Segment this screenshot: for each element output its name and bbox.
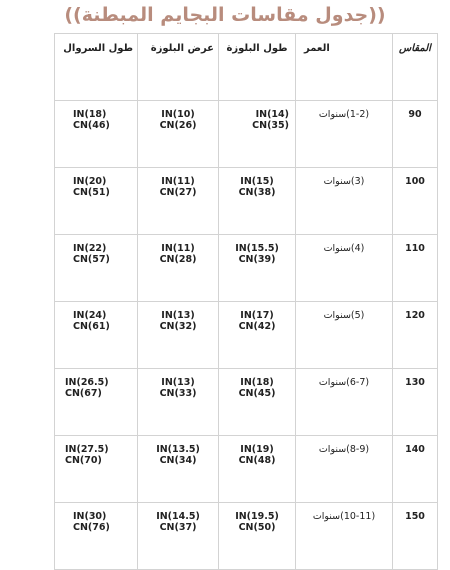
size-chart-table xyxy=(54,33,438,570)
table-row xyxy=(55,302,438,369)
cm-value: CN(76) xyxy=(73,522,110,533)
cm-value: CN(27) xyxy=(159,187,197,198)
cm-value: CN(45) xyxy=(238,388,276,399)
top-length-cell xyxy=(219,168,296,235)
top-length-cell xyxy=(219,101,296,168)
age-cell: (8-9)سنوات xyxy=(296,436,393,503)
inch-value: IN(11) xyxy=(161,176,195,187)
cm-value: CN(70) xyxy=(65,455,102,466)
top-length-cell xyxy=(219,503,296,570)
inch-value: IN(27.5) xyxy=(65,444,109,455)
header-size: المقاس xyxy=(393,34,438,101)
header-top-length: طول البلوزة xyxy=(219,34,296,101)
cm-value: CN(26) xyxy=(159,120,197,131)
size-cell: 140 xyxy=(393,436,438,503)
top-width-cell xyxy=(138,235,219,302)
inch-value: IN(13) xyxy=(161,310,195,321)
top-width-cell xyxy=(138,302,219,369)
pants-length-cell xyxy=(55,436,138,503)
top-length-cell xyxy=(219,369,296,436)
table-row xyxy=(55,235,438,302)
pants-length-cell xyxy=(55,168,138,235)
pants-length-cell xyxy=(55,101,138,168)
table-row xyxy=(55,168,438,235)
cm-value: CN(42) xyxy=(238,321,276,332)
inch-value: IN(30) xyxy=(73,511,107,522)
top-width-cell xyxy=(138,503,219,570)
age-cell: (5)سنوات xyxy=(296,302,393,369)
inch-value: IN(18) xyxy=(73,109,107,120)
inch-value: IN(15) xyxy=(240,176,274,187)
cm-value: CN(38) xyxy=(238,187,276,198)
inch-value: IN(14) xyxy=(255,109,289,120)
table-row xyxy=(55,369,438,436)
cm-value: CN(35) xyxy=(252,120,289,131)
top-width-cell xyxy=(138,369,219,436)
inch-value: IN(19.5) xyxy=(235,511,279,522)
inch-value: IN(13.5) xyxy=(156,444,200,455)
inch-value: IN(24) xyxy=(73,310,107,321)
size-cell: 130 xyxy=(393,369,438,436)
age-cell: (4)سنوات xyxy=(296,235,393,302)
inch-value: IN(14.5) xyxy=(156,511,200,522)
pants-length-cell xyxy=(55,369,138,436)
top-width-cell xyxy=(138,101,219,168)
table-row xyxy=(55,503,438,570)
cm-value: CN(67) xyxy=(65,388,102,399)
pants-length-cell xyxy=(55,235,138,302)
cm-value: CN(61) xyxy=(73,321,110,332)
top-width-cell xyxy=(138,436,219,503)
cm-value: CN(33) xyxy=(159,388,197,399)
size-cell: 90 xyxy=(393,101,438,168)
header-age: العمر xyxy=(296,34,393,101)
age-cell: (6-7)سنوات xyxy=(296,369,393,436)
inch-value: IN(20) xyxy=(73,176,107,187)
age-cell: (3)سنوات xyxy=(296,168,393,235)
size-cell: 110 xyxy=(393,235,438,302)
cm-value: CN(39) xyxy=(238,254,276,265)
cm-value: CN(48) xyxy=(238,455,276,466)
top-length-cell xyxy=(219,235,296,302)
inch-value: IN(15.5) xyxy=(235,243,279,254)
inch-value: IN(11) xyxy=(161,243,195,254)
top-length-cell xyxy=(219,302,296,369)
cm-value: CN(37) xyxy=(159,522,197,533)
cm-value: CN(51) xyxy=(73,187,110,198)
page-title: ((جدول مقاسات البجايم المبطنة)) xyxy=(64,4,386,26)
cm-value: CN(32) xyxy=(159,321,197,332)
header-top-width: عرض البلوزة xyxy=(138,34,219,101)
table-row xyxy=(55,436,438,503)
age-cell: (1-2)سنوات xyxy=(296,101,393,168)
size-cell: 100 xyxy=(393,168,438,235)
size-cell: 150 xyxy=(393,503,438,570)
cm-value: CN(57) xyxy=(73,254,110,265)
inch-value: IN(26.5) xyxy=(65,377,109,388)
inch-value: IN(10) xyxy=(161,109,195,120)
inch-value: IN(18) xyxy=(240,377,274,388)
inch-value: IN(22) xyxy=(73,243,107,254)
header-row xyxy=(55,34,438,101)
cm-value: CN(28) xyxy=(159,254,197,265)
pants-length-cell xyxy=(55,302,138,369)
age-cell: (10-11)سنوات xyxy=(296,503,393,570)
inch-value: IN(13) xyxy=(161,377,195,388)
top-length-cell xyxy=(219,436,296,503)
header-pants-length: طول السروال xyxy=(55,34,138,101)
inch-value: IN(17) xyxy=(240,310,274,321)
cm-value: CN(34) xyxy=(159,455,197,466)
pants-length-cell xyxy=(55,503,138,570)
inch-value: IN(19) xyxy=(240,444,274,455)
top-width-cell xyxy=(138,168,219,235)
size-cell: 120 xyxy=(393,302,438,369)
table-row xyxy=(55,101,438,168)
cm-value: CN(50) xyxy=(238,522,276,533)
cm-value: CN(46) xyxy=(73,120,110,131)
